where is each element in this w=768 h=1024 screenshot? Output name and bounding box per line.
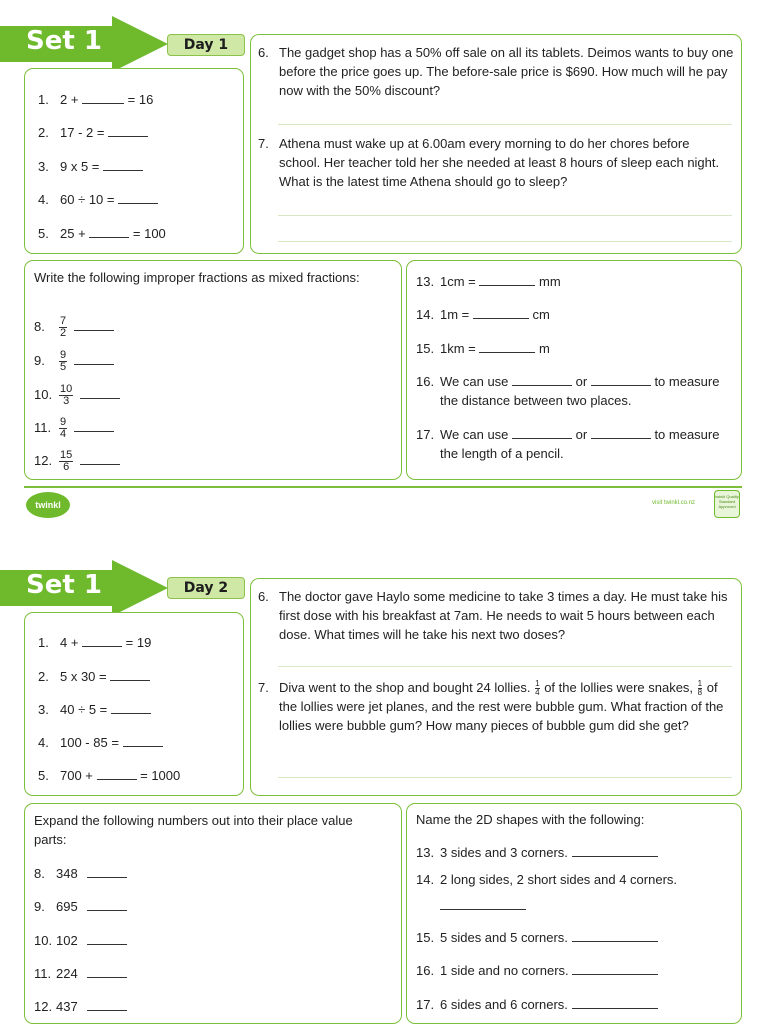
answer-blank[interactable] <box>87 866 127 878</box>
answer-blank[interactable] <box>82 92 124 104</box>
answer-line[interactable] <box>278 241 732 242</box>
question-3-day2: 3. 40 ÷ 5 = <box>38 700 151 719</box>
answer-line[interactable] <box>278 215 732 216</box>
shapes-instructions: Name the 2D shapes with the following: <box>416 812 645 827</box>
fraction: $\frac{1}{8}$ <box>697 679 703 698</box>
question-4-day1: 4. 60 ÷ 10 = <box>38 190 158 209</box>
question-1-day2: 1. 4 + = 19 <box>38 635 152 650</box>
fraction: $\frac{7}{2}$ <box>60 315 67 339</box>
question-7-day2: 7. Diva went to the shop and bought 24 lollies. $\frac{1}{4}$ of the lollies were snakes, $\frac{1}{8}$ of the lollies were jet planes, and the rest were bubble gum. What fraction of the lollies were bubble gum? How many pieces of bubble gum did she get? <box>258 679 724 734</box>
question-3-day1: 3. 9 x 5 = <box>38 157 143 176</box>
answer-blank[interactable] <box>591 427 651 439</box>
answer-blank[interactable] <box>479 274 535 286</box>
fraction: $\frac{15}{6}$ <box>60 449 73 473</box>
question-13-day2: 13. 3 sides and 3 corners. <box>416 843 658 862</box>
question-16-day2: 16. 1 side and no corners. <box>416 961 658 980</box>
question-5-day1: 5. 25 + = 100 <box>38 226 166 241</box>
fraction: $\frac{1}{4}$ <box>535 679 540 698</box>
question-17-day2: 17. 6 sides and 6 corners. <box>416 995 658 1014</box>
question-6-day2: 6. The doctor gave Haylo some medicine to take 3 times a day. He must take his first dose with his breakfast at 7am. He needs to wait 5 hours between each dose. What times will he take his next two doses? <box>258 589 728 642</box>
question-12-day2: 12. 437 <box>34 997 127 1016</box>
question-2-day2: 2. 5 x 30 = <box>38 667 150 686</box>
answer-blank[interactable] <box>80 453 120 465</box>
fractions-instructions: Write the following improper fractions as mixed fractions: <box>34 270 360 285</box>
answer-blank[interactable] <box>572 930 658 942</box>
answer-blank[interactable] <box>87 966 127 978</box>
question-13-day1: 13. 1cm = mm <box>416 274 561 289</box>
visit-link[interactable]: visit twinkl.co.nz <box>652 500 696 506</box>
question-8-day2: 8. 348 <box>34 864 127 883</box>
set-label-day2: Set 1 <box>26 570 102 600</box>
question-8-day1: 8. $\frac{7}{2}$ <box>34 316 114 339</box>
fraction: $\frac{9}{4}$ <box>60 416 67 440</box>
question-7-day1: 7. Athena must wake up at 6.00am every morning to do her chores before school. Her teacher told her she needed at least 8 hours of sleep each night. What is the latest time Athena should go to sleep? <box>258 136 720 189</box>
fraction: $\frac{10}{3}$ <box>60 383 73 407</box>
question-14-day1: 14. 1m = cm <box>416 307 550 322</box>
answer-blank[interactable] <box>440 898 526 910</box>
day-tab-day2: Day 2 <box>167 577 245 599</box>
answer-blank[interactable] <box>123 735 163 747</box>
answer-blank[interactable] <box>103 159 143 171</box>
answer-blank[interactable] <box>74 420 114 432</box>
footer-divider <box>24 486 742 488</box>
shapes-box-day2 <box>406 803 742 1024</box>
answer-blank[interactable] <box>82 635 122 647</box>
answer-blank[interactable] <box>87 933 127 945</box>
question-4-day2: 4. 100 - 85 = <box>38 733 163 752</box>
fraction: $\frac{9}{5}$ <box>60 349 67 373</box>
answer-blank[interactable] <box>80 387 120 399</box>
question-17-day1: 17. We can use or to measure the length of a pencil. <box>416 427 720 461</box>
answer-blank[interactable] <box>87 899 127 911</box>
place-value-instructions: Expand the following numbers out into their place value parts: <box>34 813 353 847</box>
answer-blank[interactable] <box>74 353 114 365</box>
day-tab-day1: Day 1 <box>167 34 245 56</box>
answer-blank[interactable] <box>87 999 127 1011</box>
question-12-day1: 12. $\frac{15}{6}$ <box>34 450 120 473</box>
answer-line[interactable] <box>278 124 732 125</box>
answer-blank[interactable] <box>473 307 529 319</box>
question-9-day1: 9. $\frac{9}{5}$ <box>34 350 114 373</box>
answer-blank[interactable] <box>118 192 158 204</box>
twinkl-logo: twinkl <box>26 492 70 518</box>
answer-blank[interactable] <box>479 341 535 353</box>
answer-blank[interactable] <box>512 374 572 386</box>
question-14-day2: 14. 2 long sides, 2 short sides and 4 corners. <box>416 872 678 887</box>
question-11-day2: 11. 224 <box>34 964 127 983</box>
answer-blank[interactable] <box>110 669 150 681</box>
question-1-day1: 1. 2 + = 16 <box>38 92 154 107</box>
answer-blank[interactable] <box>572 845 658 857</box>
answer-line[interactable] <box>278 777 732 778</box>
answer-blank[interactable] <box>97 768 137 780</box>
answer-line[interactable] <box>278 666 732 667</box>
question-10-day2: 10. 102 <box>34 931 127 950</box>
answer-blank[interactable] <box>89 226 129 238</box>
answer-blank[interactable] <box>111 702 151 714</box>
question-15-day2: 15. 5 sides and 5 corners. <box>416 928 658 947</box>
question-6-day1: 6. The gadget shop has a 50% off sale on all its tablets. Deimos wants to buy one before the price goes up. The before-sale price is $690. How much will he pay now with the 50% discount? <box>258 45 734 98</box>
question-16-day1: 16. We can use or to measure the distance between two places. <box>416 374 720 408</box>
question-2-day1: 2. 17 - 2 = <box>38 123 148 142</box>
quality-badge: twinkl Quality Standard Approved <box>714 490 740 518</box>
question-10-day1: 10. $\frac{10}{3}$ <box>34 384 120 407</box>
set-label-day1: Set 1 <box>26 26 102 56</box>
answer-blank[interactable] <box>108 125 148 137</box>
question-5-day2: 5. 700 + = 1000 <box>38 768 181 783</box>
answer-blank[interactable] <box>74 319 114 331</box>
answer-blank[interactable] <box>512 427 572 439</box>
question-9-day2: 9. 695 <box>34 897 127 916</box>
question-11-day1: 11. $\frac{9}{4}$ <box>34 417 114 440</box>
answer-blank[interactable] <box>572 963 658 975</box>
answer-blank[interactable] <box>572 997 658 1009</box>
answer-blank[interactable] <box>591 374 651 386</box>
question-15-day1: 15. 1km = m <box>416 341 550 356</box>
